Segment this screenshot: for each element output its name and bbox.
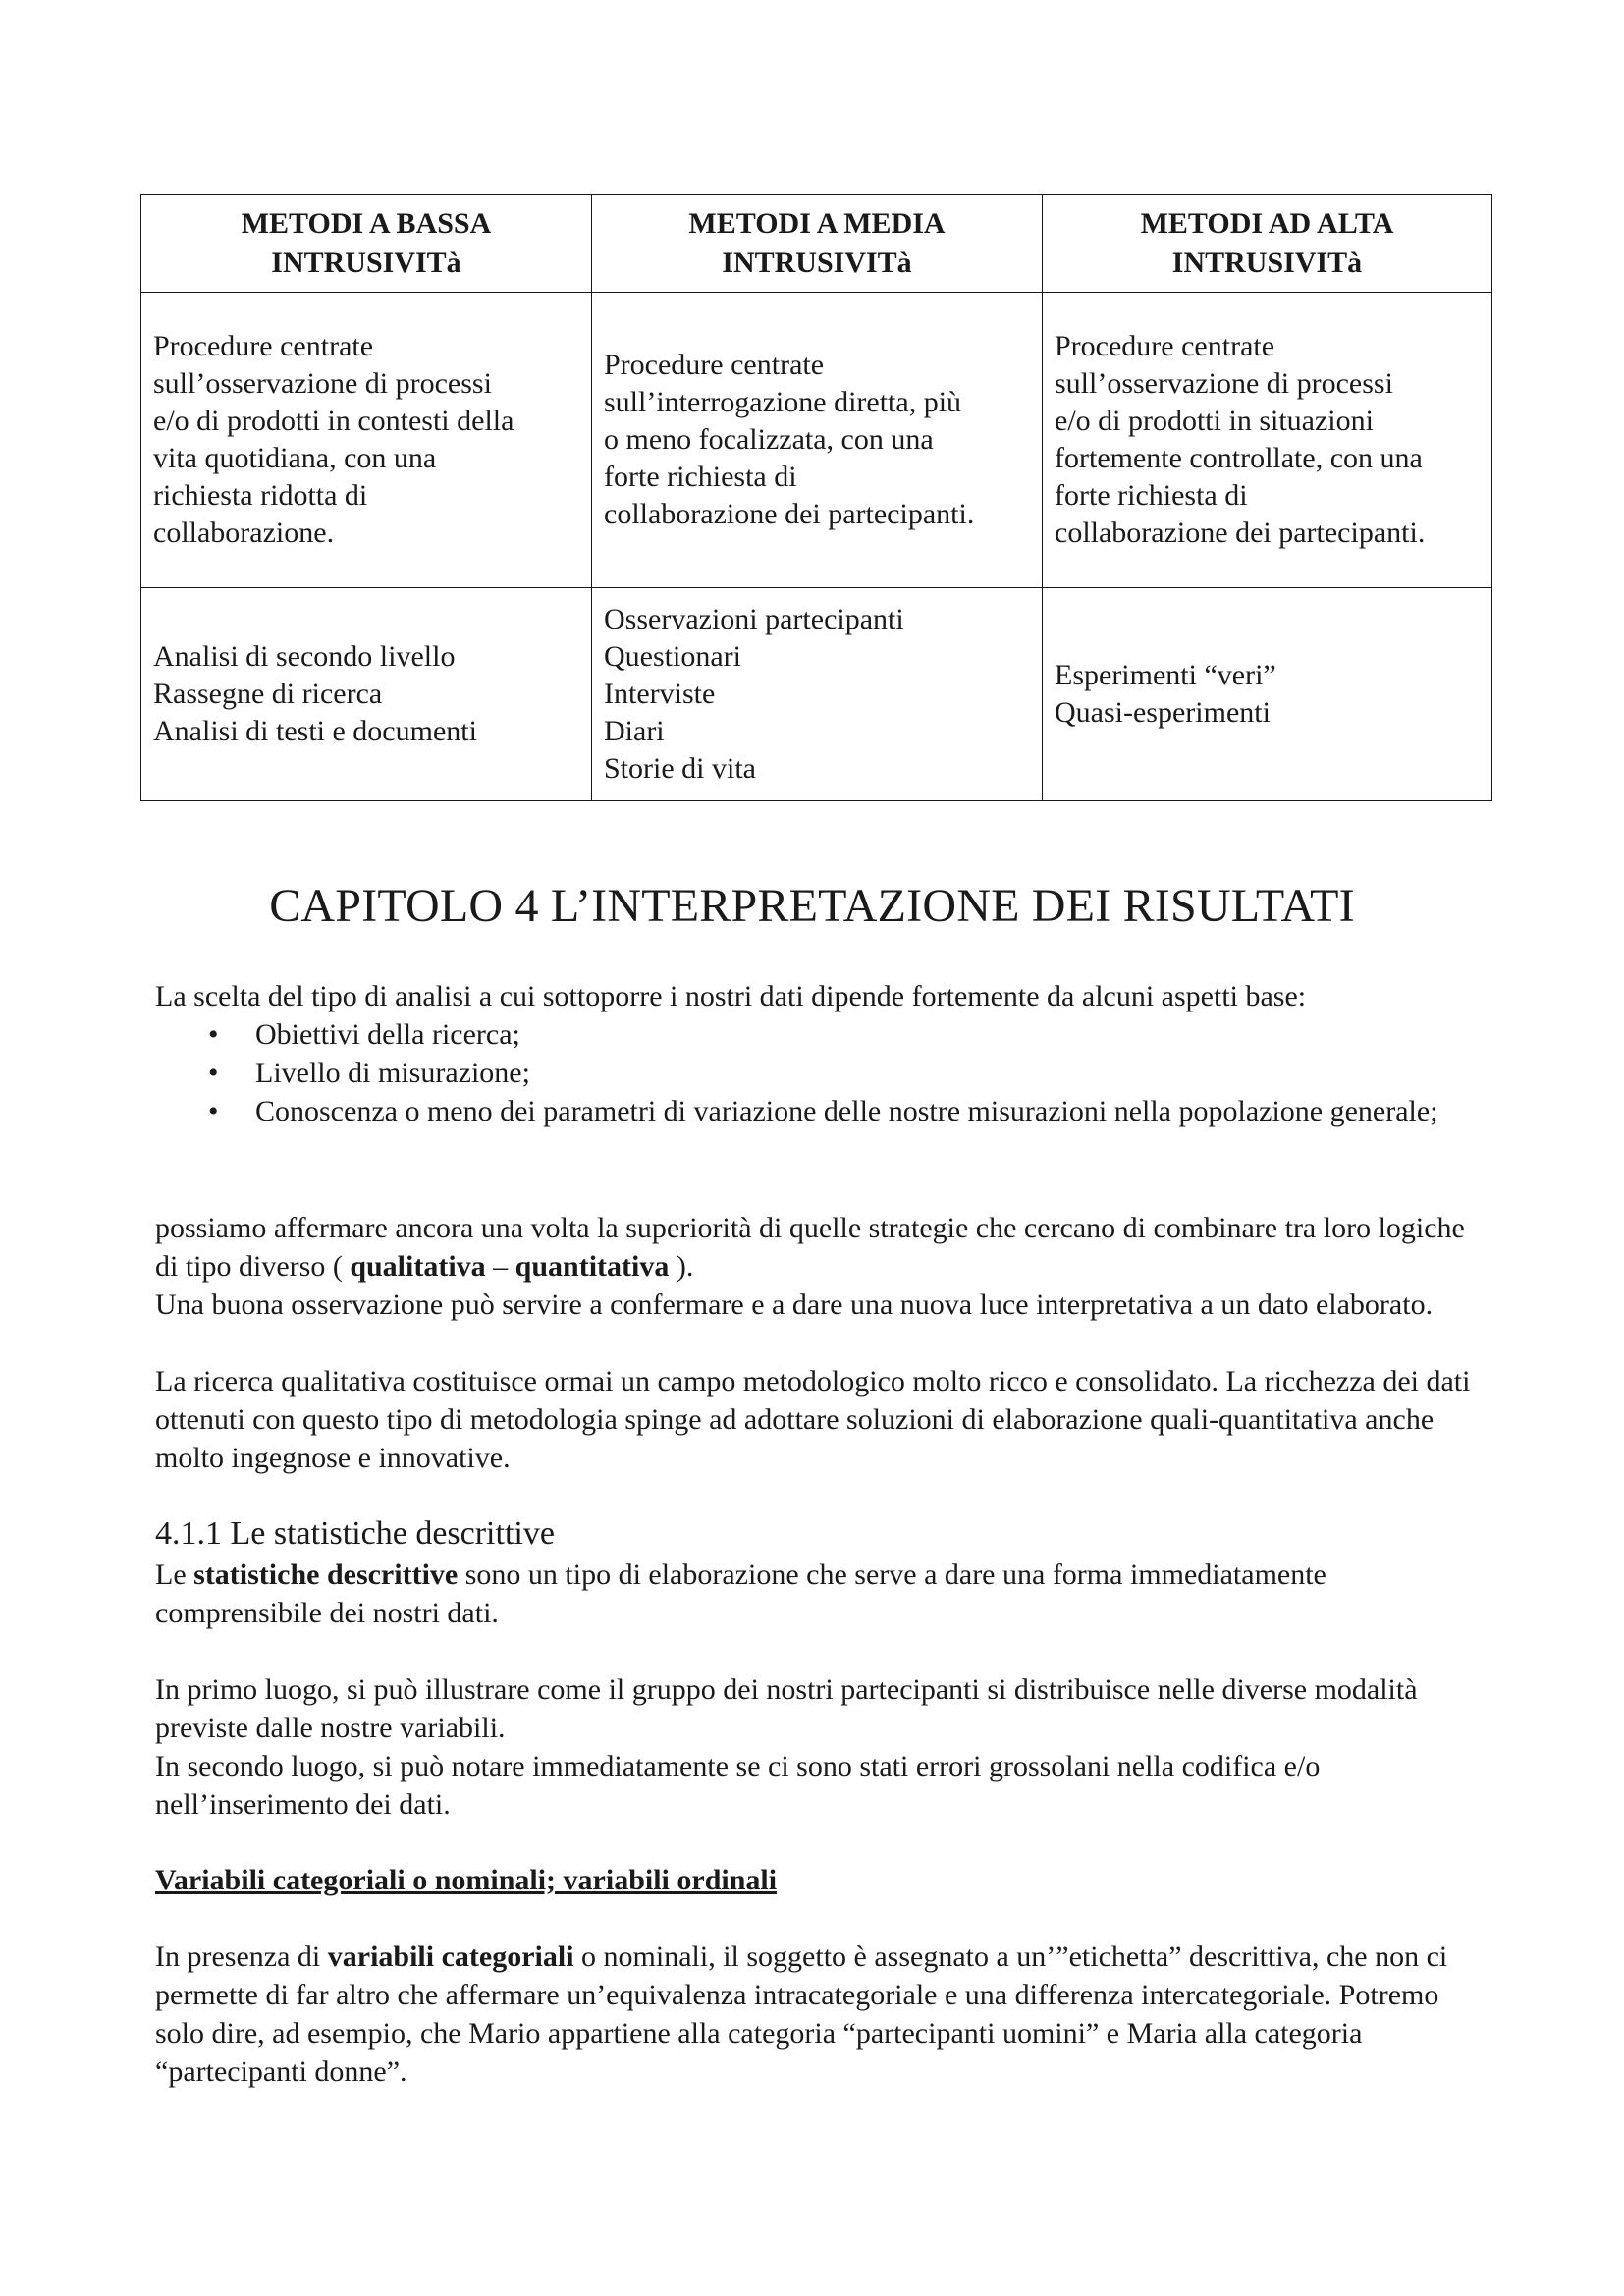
cell-line: Esperimenti “veri” xyxy=(1055,659,1276,691)
text-run: – xyxy=(485,1250,515,1283)
list-item xyxy=(155,1015,1490,1054)
paragraph-combining-strategies xyxy=(155,1209,1490,1285)
header-line: METODI A BASSA xyxy=(241,207,492,240)
cell-line: Storie di vita xyxy=(604,752,756,785)
cell-line: vita quotidiana, con una xyxy=(153,442,437,474)
paragraph-categorical-variables xyxy=(155,1938,1490,2091)
bold-term: quantitativa xyxy=(514,1250,670,1283)
cell-line: sull’interrogazione diretta, più xyxy=(604,386,962,418)
table-header-row xyxy=(141,195,1492,293)
header-line: INTRUSIVITà xyxy=(271,246,461,279)
header-high-intrusiveness xyxy=(1043,195,1492,293)
cell-line: collaborazione dei partecipanti. xyxy=(604,498,975,530)
paragraph-first-place: In primo luogo, si può illustrare come il gruppo dei nostri partecipanti si distribuisce nelle diverse modalità previste dalle nostre variabili. xyxy=(155,1673,1418,1744)
cell-line: Quasi-esperimenti xyxy=(1055,696,1271,729)
intrusiveness-methods-table xyxy=(140,194,1492,801)
cell-description-low xyxy=(141,293,592,588)
paragraph-observation: Una buona osservazione può servire a confermare e a dare una nuova luce interpretativa a un dato elaborato. xyxy=(155,1288,1434,1321)
paragraph-qualitative-research: La ricerca qualitativa costituisce ormai un campo metodologico molto ricco e consolidato. La ricchezza dei dati ottenuti con questo tipo di metodologia spinge ad adottare soluzioni di elaborazione quali-quantitativa anche molto ingegnose e innovative. xyxy=(155,1365,1471,1474)
cell-methods-high xyxy=(1043,588,1492,801)
chapter-title: CAPITOLO 4 L’INTERPRETAZIONE DEI RISULTATI xyxy=(269,880,1355,932)
table-row-methods xyxy=(141,588,1492,801)
section-heading: 4.1.1 Le statistiche descrittive xyxy=(155,1515,555,1552)
cell-line: collaborazione dei partecipanti. xyxy=(1055,517,1426,549)
cell-line: Procedure centrate xyxy=(153,330,374,362)
cell-line: collaborazione. xyxy=(153,517,335,549)
cell-methods-medium xyxy=(592,588,1043,801)
cell-line: sull’osservazione di processi xyxy=(1055,367,1393,400)
cell-line: Osservazioni partecipanti xyxy=(604,603,904,635)
cell-line: e/o di prodotti in contesti della xyxy=(153,405,514,437)
list-item-text: Conoscenza o meno dei parametri di variazione delle nostre misurazioni nella popolazione generale; xyxy=(255,1095,1438,1127)
cell-line: Interviste xyxy=(604,678,716,710)
header-line: METODI A MEDIA xyxy=(688,207,946,240)
cell-description-high xyxy=(1043,293,1492,588)
variables-subheading: Variabili categoriali o nominali; variabili ordinali xyxy=(155,1864,778,1896)
cell-line: e/o di prodotti in situazioni xyxy=(1055,405,1374,437)
bullet-icon: • xyxy=(208,1018,219,1051)
list-item-text: Obiettivi della ricerca; xyxy=(255,1018,520,1051)
bold-term: statistiche descrittive xyxy=(193,1558,459,1591)
chapter-intro: La scelta del tipo di analisi a cui sottoporre i nostri dati dipende fortemente da alcuni aspetti base: xyxy=(155,980,1307,1012)
cell-line: Rassegne di ricerca xyxy=(153,678,383,710)
cell-line: Procedure centrate xyxy=(1055,330,1275,362)
header-line: METODI AD ALTA xyxy=(1140,207,1394,240)
text-run: sono un tipo di elaborazione che serve a dare una forma immediatamente comprensibile dei nostri dati. xyxy=(155,1558,1326,1629)
bold-term: variabili categoriali xyxy=(327,1941,574,1973)
cell-line: forte richiesta di xyxy=(1055,479,1248,512)
header-line: INTRUSIVITà xyxy=(1171,246,1363,279)
list-item xyxy=(155,1092,1490,1130)
text-run: o nominali, il soggetto è assegnato a un’”etichetta” descrittiva, che non ci permette di far altro che affermare un’equivalenza intracategoriale e una differenza intercategoriale. Potremo solo dire, ad esempio, che Mario appartiene alla categoria “partecipanti uomini” e Maria alla categoria “partecipanti donne”. xyxy=(155,1941,1448,2088)
bullet-icon: • xyxy=(208,1095,219,1127)
cell-line: sull’osservazione di processi xyxy=(153,367,492,400)
bold-term: qualitativa xyxy=(350,1250,486,1283)
text-run: Le xyxy=(155,1558,194,1591)
bullet-icon: • xyxy=(208,1057,219,1089)
header-line: INTRUSIVITà xyxy=(722,246,912,279)
paragraph-descriptive-statistics xyxy=(155,1556,1490,1632)
cell-line: Questionari xyxy=(604,640,741,673)
header-low-intrusiveness xyxy=(141,195,592,293)
aspects-list xyxy=(155,1015,1490,1130)
cell-line: richiesta ridotta di xyxy=(153,479,368,512)
cell-line: Procedure centrate xyxy=(604,349,825,381)
list-item xyxy=(155,1054,1490,1092)
list-item-text: Livello di misurazione; xyxy=(255,1057,530,1089)
text-run: possiamo affermare ancora una volta la superiorità di quelle strategie che cercano di combinare tra loro logiche di tipo diverso ( xyxy=(155,1212,1465,1283)
cell-methods-low xyxy=(141,588,592,801)
cell-line: Analisi di secondo livello xyxy=(153,640,456,673)
cell-line: forte richiesta di xyxy=(604,461,797,493)
text-run: In presenza di xyxy=(155,1941,328,1973)
cell-line: Analisi di testi e documenti xyxy=(153,715,477,747)
cell-description-medium xyxy=(592,293,1043,588)
text-run: ). xyxy=(669,1250,694,1283)
paragraph-second-place: In secondo luogo, si può notare immediatamente se ci sono stati errori grossolani nella codifica e/o nell’inserimento dei dati. xyxy=(155,1750,1321,1821)
header-medium-intrusiveness xyxy=(592,195,1043,293)
table-row-descriptions xyxy=(141,293,1492,588)
cell-line: Diari xyxy=(604,715,665,747)
cell-line: o meno focalizzata, con una xyxy=(604,423,934,456)
cell-line: fortemente controllate, con una xyxy=(1055,442,1423,474)
